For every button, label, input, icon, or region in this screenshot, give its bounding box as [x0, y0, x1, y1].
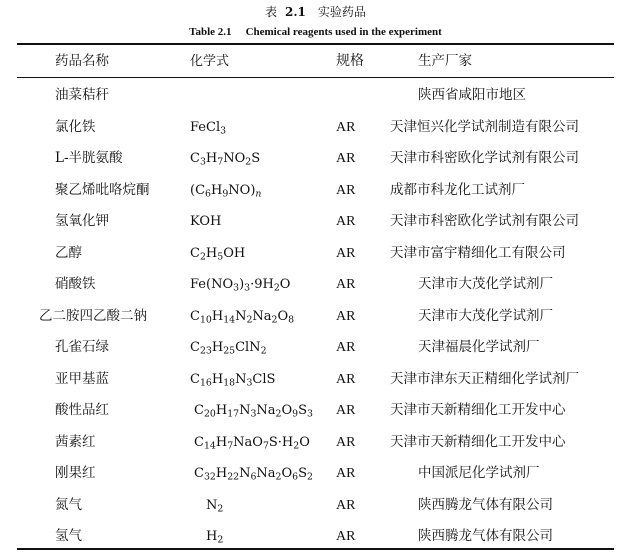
- table-row: [0, 364, 631, 395]
- reagent-formula: FeCl$_3$: [190, 119, 227, 136]
- table-row: [0, 269, 631, 300]
- header-grade: 规格: [336, 54, 364, 69]
- reagent-grade: AR: [336, 277, 356, 292]
- reagent-formula: $C_{16}H_{18}N_3ClS$: [190, 371, 276, 388]
- reagent-manufacturer: 陕西腾龙气体有限公司: [418, 528, 553, 544]
- reagent-manufacturer: 天津市天新精细化工开发中心: [390, 402, 566, 418]
- reagent-name: 亚甲基蓝: [55, 370, 109, 387]
- reagent-formula: $(C_6H_9NO)_n$: [190, 182, 262, 199]
- table-row: [0, 206, 631, 237]
- reagent-manufacturer: 天津市科密欧化学试剂有限公司: [390, 150, 579, 166]
- reagent-name: 茜素红: [55, 433, 96, 450]
- reagent-manufacturer: 天津市大茂化学试剂厂: [418, 276, 553, 292]
- reagent-grade: AR: [336, 434, 356, 450]
- reagent-grade: AR: [336, 497, 356, 513]
- caption-cn-prefix: 表: [265, 5, 278, 19]
- table-row: [0, 175, 631, 206]
- reagent-name: 乙醇: [55, 244, 82, 261]
- header-name: 药品名称: [55, 53, 109, 69]
- reagent-formula: $C_2H_5OH$: [190, 245, 246, 262]
- reagent-manufacturer: 天津市大茂化学试剂厂: [418, 307, 553, 324]
- table-row: [0, 112, 631, 143]
- reagent-grade: AR: [336, 182, 356, 198]
- reagent-grade: AR: [336, 403, 356, 418]
- caption-en-title: Chemical reagents used in the experiment: [245, 26, 442, 38]
- table-row: [0, 458, 631, 489]
- reagent-manufacturer: 陕西腾龙气体有限公司: [418, 496, 553, 513]
- reagent-name: 聚乙烯吡咯烷酮: [55, 181, 150, 198]
- reagent-manufacturer: 天津市富宇精细化工有限公司: [390, 244, 566, 261]
- reagent-manufacturer: 天津市科密欧化学试剂有限公司: [390, 213, 579, 229]
- reagent-name: 刚果红: [55, 465, 96, 481]
- reagent-formula: $C_{23}H_{25}ClN_2$: [190, 340, 267, 357]
- table-row: [0, 238, 631, 269]
- reagent-name: 孔雀石绿: [55, 339, 109, 355]
- reagent-formula: $C_{14}H_7NaO_7S\cdot H_2O$: [194, 434, 310, 451]
- reagent-name: 氢氧化钾: [55, 213, 109, 229]
- reagent-name: 硝酸铁: [55, 276, 96, 292]
- table-row: [0, 332, 631, 363]
- reagent-grade: AR: [336, 245, 356, 261]
- reagent-formula: $C_3H_7NO_2S$: [190, 151, 261, 168]
- table-header-rule: [17, 77, 614, 78]
- reagent-manufacturer: 天津恒兴化学试剂制造有限公司: [390, 118, 579, 135]
- reagent-name: 氮气: [55, 496, 82, 513]
- reagent-formula: $H_2$: [206, 529, 224, 546]
- reagent-formula: $N_2$: [206, 497, 224, 514]
- table-top-rule: [17, 43, 614, 45]
- reagent-grade: AR: [336, 119, 356, 135]
- reagent-manufacturer: 天津市津东天正精细化学试剂厂: [390, 370, 579, 387]
- table-bottom-rule: [17, 548, 614, 550]
- reagent-manufacturer: 成都市科龙化工试剂厂: [390, 181, 525, 198]
- reagent-formula: $C_{32}H_{22}N_6Na_2O_6S_2$: [194, 466, 313, 483]
- reagent-name: 氯化铁: [55, 118, 96, 135]
- reagent-name: L-半胱氨酸: [55, 150, 123, 166]
- header-maker: 生产厂家: [418, 53, 472, 69]
- table-row: [0, 427, 631, 458]
- table-row: [0, 80, 631, 111]
- reagent-formula: $C_{10}H_{14}N_2Na_2O_8$: [190, 308, 295, 325]
- caption-cn-number: 2.1: [284, 5, 306, 19]
- reagent-name: 酸性品红: [55, 402, 109, 418]
- table-row: [0, 301, 631, 332]
- reagent-name: 氢气: [55, 528, 82, 544]
- reagent-manufacturer: 天津市天新精细化工开发中心: [390, 433, 566, 450]
- reagent-grade: AR: [336, 308, 356, 324]
- table-row: [0, 490, 631, 521]
- reagent-name: 油菜秸秆: [55, 87, 109, 103]
- reagent-formula: KOH: [190, 214, 222, 229]
- table-row: [0, 395, 631, 426]
- header-formula: 化学式: [190, 54, 230, 69]
- table-caption-en: [0, 25, 631, 39]
- reagent-grade: AR: [336, 529, 356, 544]
- caption-cn-title: 实验药品: [317, 5, 366, 19]
- reagent-formula: $Fe(NO_3)_3\cdot 9H_2O$: [190, 277, 291, 294]
- reagent-manufacturer: 中国派尼化学试剂厂: [418, 465, 540, 481]
- caption-en-prefix: Table 2.1: [189, 26, 232, 38]
- reagent-name: 乙二胺四乙酸二钠: [39, 307, 147, 324]
- reagent-manufacturer: 天津福晨化学试剂厂: [418, 339, 540, 355]
- reagent-manufacturer: 陕西省咸阳市地区: [418, 87, 526, 103]
- table-row: [0, 143, 631, 174]
- reagent-grade: AR: [336, 371, 356, 387]
- reagent-grade: AR: [336, 214, 356, 229]
- reagent-grade: AR: [336, 340, 356, 355]
- table-caption-cn: [0, 4, 631, 20]
- reagent-grade: AR: [336, 151, 356, 166]
- reagent-grade: AR: [336, 466, 356, 481]
- reagent-formula: $C_{20}H_{17}N_3Na_2O_9S_3$: [194, 403, 313, 420]
- table-header: [0, 46, 631, 77]
